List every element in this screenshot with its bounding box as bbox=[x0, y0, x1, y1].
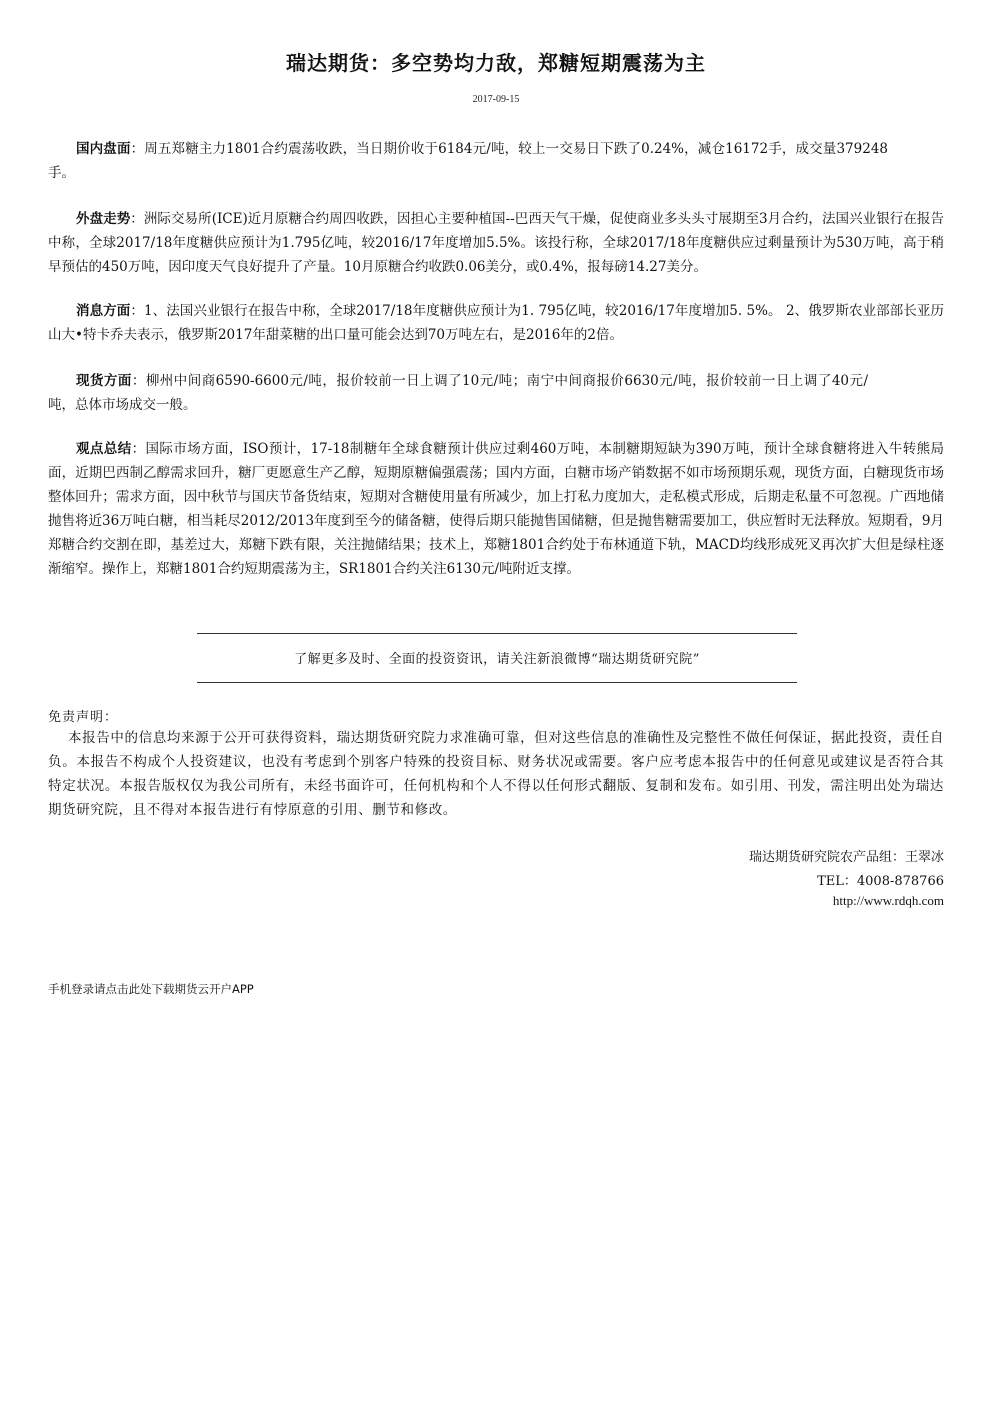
report-date: 2017-09-15 bbox=[472, 94, 520, 105]
contact-group: 瑞达期货研究院农产品组：王翠冰 bbox=[748, 850, 944, 865]
section-label: 现货方面 bbox=[76, 373, 132, 389]
disclaimer-body: 本报告中的信息均来源于公开可获得资料，瑞达期货研究院力求准确可靠，但对这些信息的准确性及完整性不做任何保证，据此投资，责任自负。本报告不构成个人投资建议，也没有考虑到个别客户特殊的投资目标、财务状况或需要。客户应考虑本报告中的任何意见或建议是否符合其特定状况。本报告版权仅为我公司所有，未经书面许可，任何机构和个人不得以任何形式翻版、复制和发布。如引用、刊发，需注明出处为瑞达期货研究院，且不得对本报告进行有悖原意的引用、删节和修改。 bbox=[48, 730, 944, 818]
section-spot-market bbox=[48, 369, 868, 417]
disclaimer-title: 免责声明： bbox=[48, 710, 119, 725]
section-news bbox=[48, 299, 944, 347]
section-text: ：1、法国兴业银行在报告中称，全球2017/18年度糖供应预计为1. 795亿吨，较2016/17年度增加5. 5%。 2、俄罗斯农业部部长亚历山大•特卡乔夫表示，俄罗斯2017年甜菜糖的出口量可能会达到70万吨左右，是2016年的2倍。 bbox=[48, 303, 945, 343]
divider-top bbox=[197, 633, 797, 634]
section-text: ：柳州中间商6590-6600元/吨，报价较前一日上调了10元/吨；南宁中间商报价6630元/吨，报价较前一日上调了40元/吨，总体市场成交一般。 bbox=[48, 373, 868, 413]
app-download-link[interactable]: 手机登录请点击此处下载期货云开户APP bbox=[48, 982, 254, 996]
section-label: 观点总结 bbox=[76, 441, 132, 457]
section-label: 消息方面 bbox=[76, 303, 131, 319]
section-domestic-market bbox=[48, 137, 888, 185]
section-view-summary bbox=[48, 437, 944, 581]
follow-weibo-note: 了解更多及时、全面的投资资讯，请关注新浪微博“瑞达期货研究院” bbox=[294, 652, 700, 667]
contact-website-link[interactable]: http://www.rdqh.com bbox=[832, 893, 944, 908]
section-text: ：洲际交易所(ICE)近月原糖合约周四收跌，因担心主要种植国--巴西天气干燥，促使商业多头头寸展期至3月合约，法国兴业银行在报告中称，全球2017/18年度糖供应预计为1.795亿吨，较2016/17年度增加5.5%。该投行称，全球2017/18年度糖供应过剩量预计为530万吨，高于稍早预估的450万吨，因印度天气良好提升了产量。10月原糖合约收跌0.06美分，或0.4%，报每磅14.27美分。 bbox=[48, 211, 945, 275]
section-label: 外盘走势 bbox=[76, 211, 131, 227]
section-foreign-market bbox=[48, 207, 944, 279]
section-text: ：周五郑糖主力1801合约震荡收跌，当日期价收于6184元/吨，较上一交易日下跌了0.24%，减仓16172手，成交量379248手。 bbox=[48, 141, 888, 181]
section-text: ：国际市场方面，ISO预计，17-18制糖年全球食糖预计供应过剩460万吨，本制糖期短缺为390万吨，预计全球食糖将进入牛转熊局面，近期巴西制乙醇需求回升，糖厂更愿意生产乙醇，短期原糖偏强震荡；国内方面，白糖市场产销数据不如市场预期乐观，现货方面，白糖现货市场整体回升；需求方面，因中秋节与国庆节备货结束，短期对含糖使用量有所减少，加上打私力度加大，走私模式形成，后期走私量不可忽视。广西地储抛售将近36万吨白糖，相当耗尽2012/2013年度到至今的储备糖，使得后期只能抛售国储糖，但是抛售糖需要加工，供应暂时无法释放。短期看，9月郑糖合约交割在即，基差过大，郑糖下跌有限，关注抛储结果；技术上，郑糖1801合约处于布林通道下轨，MACD均线形成死叉再次扩大但是绿柱逐渐缩窄。操作上，郑糖1801合约短期震荡为主，SR1801合约关注6130元/吨附近支撑。 bbox=[48, 441, 944, 577]
contact-phone: TEL：4008-878766 bbox=[817, 874, 944, 889]
divider-bottom bbox=[197, 682, 797, 683]
report-title: 瑞达期货：多空势均力敌，郑糖短期震荡为主 bbox=[286, 51, 706, 75]
section-label: 国内盘面 bbox=[76, 141, 131, 157]
